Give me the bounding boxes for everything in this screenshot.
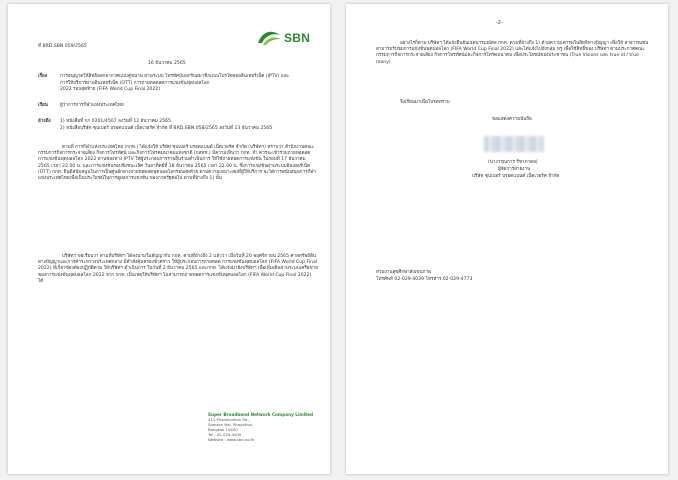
reference-number: ที่ BRD.SBN 059/2565 [38,44,87,49]
department-name: ส่วนงานสุขศึกษาสังเขปภาพ [376,270,432,275]
footer-company-name: Super Broadband Network Company Limited [208,412,314,417]
signature-image [484,136,544,152]
footer-address-line-2: Samsen Nai, Phayathai, [208,422,254,428]
footer-address-line-3: Bangkok 10400 [208,427,238,433]
closing-line: จึงเรียนมาเพื่อโปรดทราบ [400,100,450,105]
signer-company: บริษัท ซุปเปอร์ บรอดแบนด์ เน็ตเวอร์ค จำกัด [472,174,560,179]
letter-date: 16 ธันวาคม 2565 [148,61,186,66]
subject-line-3: 2022 รอบสุดท้าย (FIFA World Cup Final 2022) [60,87,161,92]
footer-address-line-1: 414 Phaholyothin Rd., [208,417,250,423]
document-page-2 [346,4,668,474]
ref-line-1: 1) หนังสือที่ กก 0201/4507 ลงวันที่ 12 ธันวาคม 2565 [60,119,171,124]
subject-label: เรื่อง [38,74,48,79]
contact-numbers: โทรศัพท์ 02-029-4039 โทรสาร 02-029-4773 [376,277,473,282]
to-recipient: ผู้ว่าการการกีฬาแห่งประเทศไทย [60,103,124,108]
ref-line-2: 2) หนังสือบริษัท ซุปเปอร์ บรอดแบนด์ เน็ตเวอร์ค จำกัด ที่ BRD.SBN 058/2565 ลงวันที่ 13 ธันวาคม 2565 [60,125,273,131]
to-label: เรียน [38,103,48,108]
subject-line-2: การให้บริการผ่านอินเทอร์เน็ต (OTT) การถ่ายทอดสดการแข่งขันฟุตบอลโลก [60,80,210,86]
signer-title: ผู้จัดการฝ่ายงาน [498,167,531,172]
letterhead-footer [208,412,318,442]
subject-line-1: การอนุญาตให้สิทธิออกอากาศแบบคู่ขนาน ผ่านระบบ โทรทัศน์บอกรับสมาชิกแบบโปรโตคอลอินเทอร์เน็ต (IPTV) และ [60,74,290,79]
ref-label: อ้างถึง [38,119,51,124]
footer-website: Website : www.sbn.co.th [208,437,255,443]
page-number: -2- [496,20,503,26]
logo-text: SBN [284,31,311,45]
body-paragraph-1: ตามที่ การกีฬาแห่งประเทศไทย (กกท.) ได้แจ้งให้ บริษัท ซุปเปอร์ บรอดแบนด์ เน็ตเวอร์ค จำกัด (บริษัทฯ) ทราบว่า สำนักงานคณะกรรมการกิจการกระจายเสียง กิจการโทรทัศน์ และกิจการโทรคมนาคมแห่งชาติ (กสทช.) มีความเห็นว่า กกท. จำ ควรจะเข้าร่วมถ่ายทอดสดการแข่งขันฟุตบอลโลก 2022 ผ่านช่องทาง IPTV ให้ผู้ประกอบการรายอื่นร่วมดำเนินการ ให้ใช้ถ่ายทอดการแข่งขัน ในรอบที่ 17 ธันวาคม 2565 เวลา 22.00 น. และการแข่งขันรอบชิงชนะเลิศ วันอาทิตย์ที่ 18 ธันวาคม 2565 เวลา 22.00 น. ซึ่งการแข่งขันผ่านระบบอินเทอร์เน็ต (OTT) กกท. ยินดีสนับสนุนในการเป็นศูนย์กลางถ่ายทอดสดฟุตบอลโลกรอบสุดท้าย ตามความเหมาะสมที่ผู้ให้บริการ จะได้การสนับสนุนการกีฬาแห่งประเทศไทยเพื่อเป็นประโยชน์ในการดูผลการแข่งขัน ของภาครัฐต่อไป ตามที่อ้างถึง 1) นั้น [38,145,317,182]
signer-name: (นางวรุณการ รีชาภาดล) [488,160,538,165]
regards-line: ขอแสดงความนับถือ [492,117,532,122]
footer-phone: Tel : 02-029-4000 [208,432,242,438]
body-paragraph-2: บริษัทฯ ขอเรียนว่า ตามที่บริษัทฯ ได้ลงนามในสัญญากับ กกท. ตามที่อ้างถึง 2 แล้วว่า เมื่อวันที่ 20 พฤศจิกายน 2565 ศาลทรัพย์สินทางปัญญาและการค้าระหว่างประเทศกลาง มีคำสั่งคุ้มครองชั่วคราว ให้ผู้ประกอบการถ่ายทอด การแข่งขันฟุตบอลโลก (FIFA World Cup Final 2022) ที่เกี่ยวข้องต้องปฏิบัติตาม ให้บริษัทฯ ดำเนินการ ในวันที่ 2 ธันวาคม 2565 และกกท. ได้แจ้งมายังบริษัทฯ เพื่อเพิ่มเติมผ่านระบบเครือข่ายของการแข่งขันฟุตบอลโลก 2022 จาก กกท. เป็นเหตุให้บริษัทฯ ไม่สามารถถ่ายทอดการแข่งขันฟุตบอลโลก (FIFA World Cup Final 2022) ได้ [38,254,318,284]
page2-paragraph: อย่างไรก็ตาม บริษัทฯ ได้แจ้งยืนยันเจตนารมณ์ต่อ กกท. ตามที่อ้างถึง 1) ด้วยความเคารพในสิทธิทางปัญญา เพื่อให้ สาธารณชนสามารถรับชมการแข่งขันฟุตบอลโลก (FIFA World Cup Final 2022) และได้แจ้งไปยังกลุ่ม ทรู เพื่อใช้สิทธิ์ของ บริษัทฯ ตามประกาศคณะกรรมการกิจการกระจายเสียง กิจการโทรทัศน์และกิจการโทรคมนาคม เพื่อประโยชน์ของประชาชน (True Visions และ true id / true mony) [376,41,649,65]
document-page-1 [8,4,330,474]
